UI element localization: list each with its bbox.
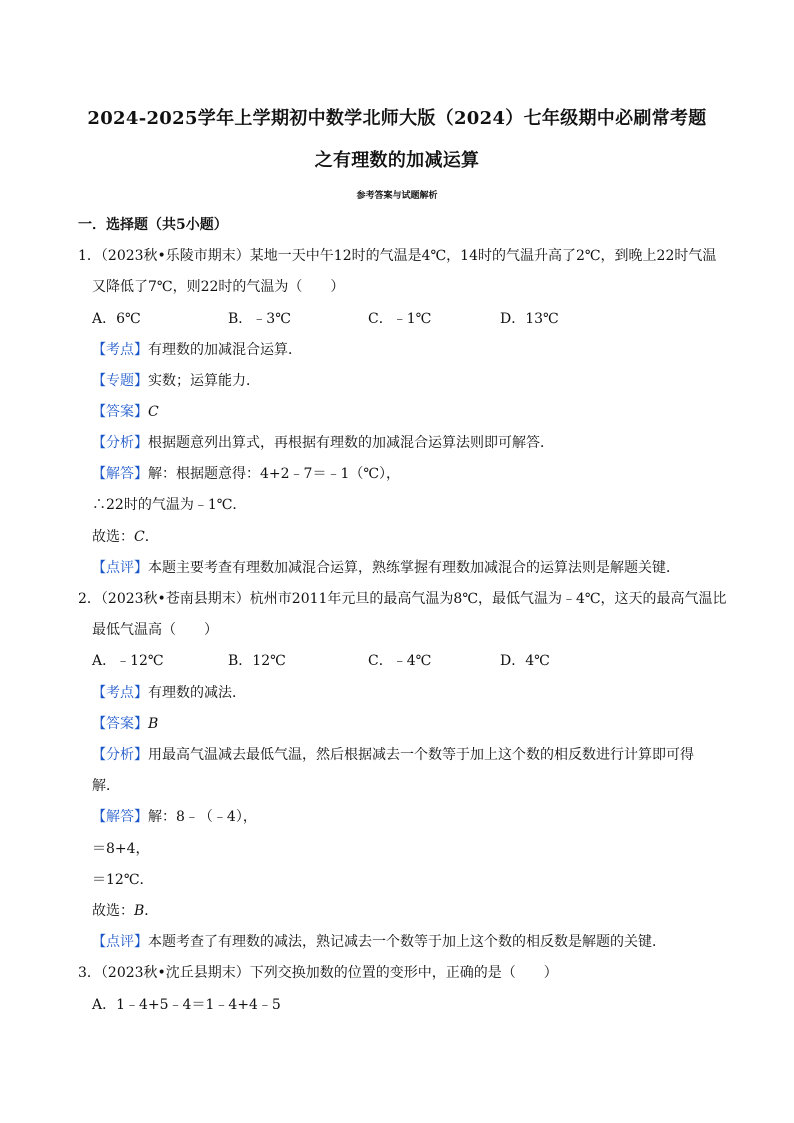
q1-option-a: A．6℃ bbox=[92, 311, 141, 327]
q1-fenxi bbox=[92, 433, 554, 453]
q2-jieda bbox=[92, 807, 257, 827]
q1-kaodian-text: 有理数的加减混合运算． bbox=[148, 342, 302, 358]
dianping-tag: 【点评】 bbox=[92, 560, 148, 576]
q1-choose-label: 故选： bbox=[92, 529, 134, 545]
page-title-line-1: 2024-2025学年上学期初中数学北师大版（2024）七年级期中必刷常考题 bbox=[87, 108, 707, 129]
q1-jieda-text: 解：根据题意得：4+2﹣7＝﹣1（℃）， bbox=[148, 466, 401, 482]
q1-choose-end: ． bbox=[144, 529, 159, 545]
q2-fenxi-line-2: 解． bbox=[92, 778, 120, 794]
q3-option-a: A．1﹣4+5﹣4＝1﹣4+4﹣5 bbox=[92, 997, 281, 1013]
q2-stem-line-1: 2．（2023秋•苍南县期末）杭州市2011年元旦的最高气温为8℃，最低气温为﹣4℃，这天的最高气温比 bbox=[78, 591, 727, 607]
q1-fenxi-text: 根据题意列出算式，再根据有理数的加减混合运算法则即可解答． bbox=[148, 435, 554, 451]
dianping-tag: 【点评】 bbox=[92, 934, 148, 950]
q1-choose-letter: C bbox=[134, 529, 145, 545]
q2-dianping bbox=[92, 932, 666, 952]
jieda-tag: 【解答】 bbox=[92, 809, 148, 825]
q2-choose bbox=[92, 901, 158, 921]
q1-option-c: C．﹣1℃ bbox=[368, 311, 432, 327]
q1-stem-line-1: 1．（2023秋•乐陵市期末）某地一天中午12时的气温是4℃，14时的气温升高了2℃，到晚上22时气温 bbox=[78, 248, 717, 264]
q1-kaodian bbox=[92, 340, 302, 360]
q1-answer-value: C bbox=[148, 404, 159, 420]
q2-choose-letter: B bbox=[134, 903, 145, 919]
q2-kaodian-text: 有理数的减法． bbox=[148, 685, 246, 701]
q1-zhuanti bbox=[92, 371, 260, 391]
q1-option-d: D．13℃ bbox=[500, 311, 559, 327]
q2-answer-value: B bbox=[148, 716, 159, 732]
q2-jieda-text: 解：8﹣（﹣4）， bbox=[148, 809, 257, 825]
q1-stem-line-2: 又降低了7℃，则22时的气温为（ ） bbox=[92, 279, 345, 295]
answer-tag: 【答案】 bbox=[92, 404, 148, 420]
q2-stem-line-2: 最低气温高（ ） bbox=[92, 622, 218, 638]
q2-kaodian bbox=[92, 683, 246, 703]
section-heading: 一．选择题（共5小题） bbox=[78, 217, 228, 233]
q2-step-3: ＝12℃． bbox=[92, 872, 154, 888]
q1-option-b: B．﹣3℃ bbox=[228, 311, 291, 327]
q2-dianping-text: 本题考查了有理数的减法，熟记减去一个数等于加上这个数的相反数是解题的关键． bbox=[148, 934, 666, 950]
q2-step-2: ＝8+4， bbox=[92, 841, 150, 857]
answer-tag: 【答案】 bbox=[92, 716, 148, 732]
q1-jieda bbox=[92, 464, 400, 484]
q2-choose-label: 故选： bbox=[92, 903, 134, 919]
q1-zhuanti-text: 实数；运算能力． bbox=[148, 373, 260, 389]
q2-fenxi bbox=[92, 745, 694, 765]
page-subtitle: 参考答案与试题解析 bbox=[356, 191, 438, 201]
kaodian-tag: 【考点】 bbox=[92, 685, 148, 701]
fenxi-tag: 【分析】 bbox=[92, 435, 148, 451]
q2-option-d: D．4℃ bbox=[500, 653, 550, 669]
q2-option-b: B．12℃ bbox=[228, 653, 286, 669]
jieda-tag: 【解答】 bbox=[92, 466, 148, 482]
q3-stem-line-1: 3．（2023秋•沈丘县期末）下列交换加数的位置的变形中，正确的是（ ） bbox=[78, 965, 558, 981]
q2-answer bbox=[92, 714, 158, 734]
q1-dianping-text: 本题主要考查有理数加减混合运算，熟练掌握有理数加减混合的运算法则是解题关键． bbox=[148, 560, 680, 576]
q2-choose-end: ． bbox=[144, 903, 159, 919]
q1-answer bbox=[92, 402, 159, 422]
q1-step-2: ∴22时的气温为﹣1℃． bbox=[92, 497, 247, 513]
zhuanti-tag: 【专题】 bbox=[92, 373, 148, 389]
q2-fenxi-text: 用最高气温减去最低气温，然后根据减去一个数等于加上这个数的相反数进行计算即可得 bbox=[148, 747, 694, 763]
fenxi-tag: 【分析】 bbox=[92, 747, 148, 763]
q2-option-a: A．﹣12℃ bbox=[92, 653, 164, 669]
q2-option-c: C．﹣4℃ bbox=[368, 653, 432, 669]
q1-choose bbox=[92, 527, 159, 547]
kaodian-tag: 【考点】 bbox=[92, 342, 148, 358]
q1-dianping bbox=[92, 558, 680, 578]
page-title-line-2: 之有理数的加减运算 bbox=[314, 150, 480, 171]
